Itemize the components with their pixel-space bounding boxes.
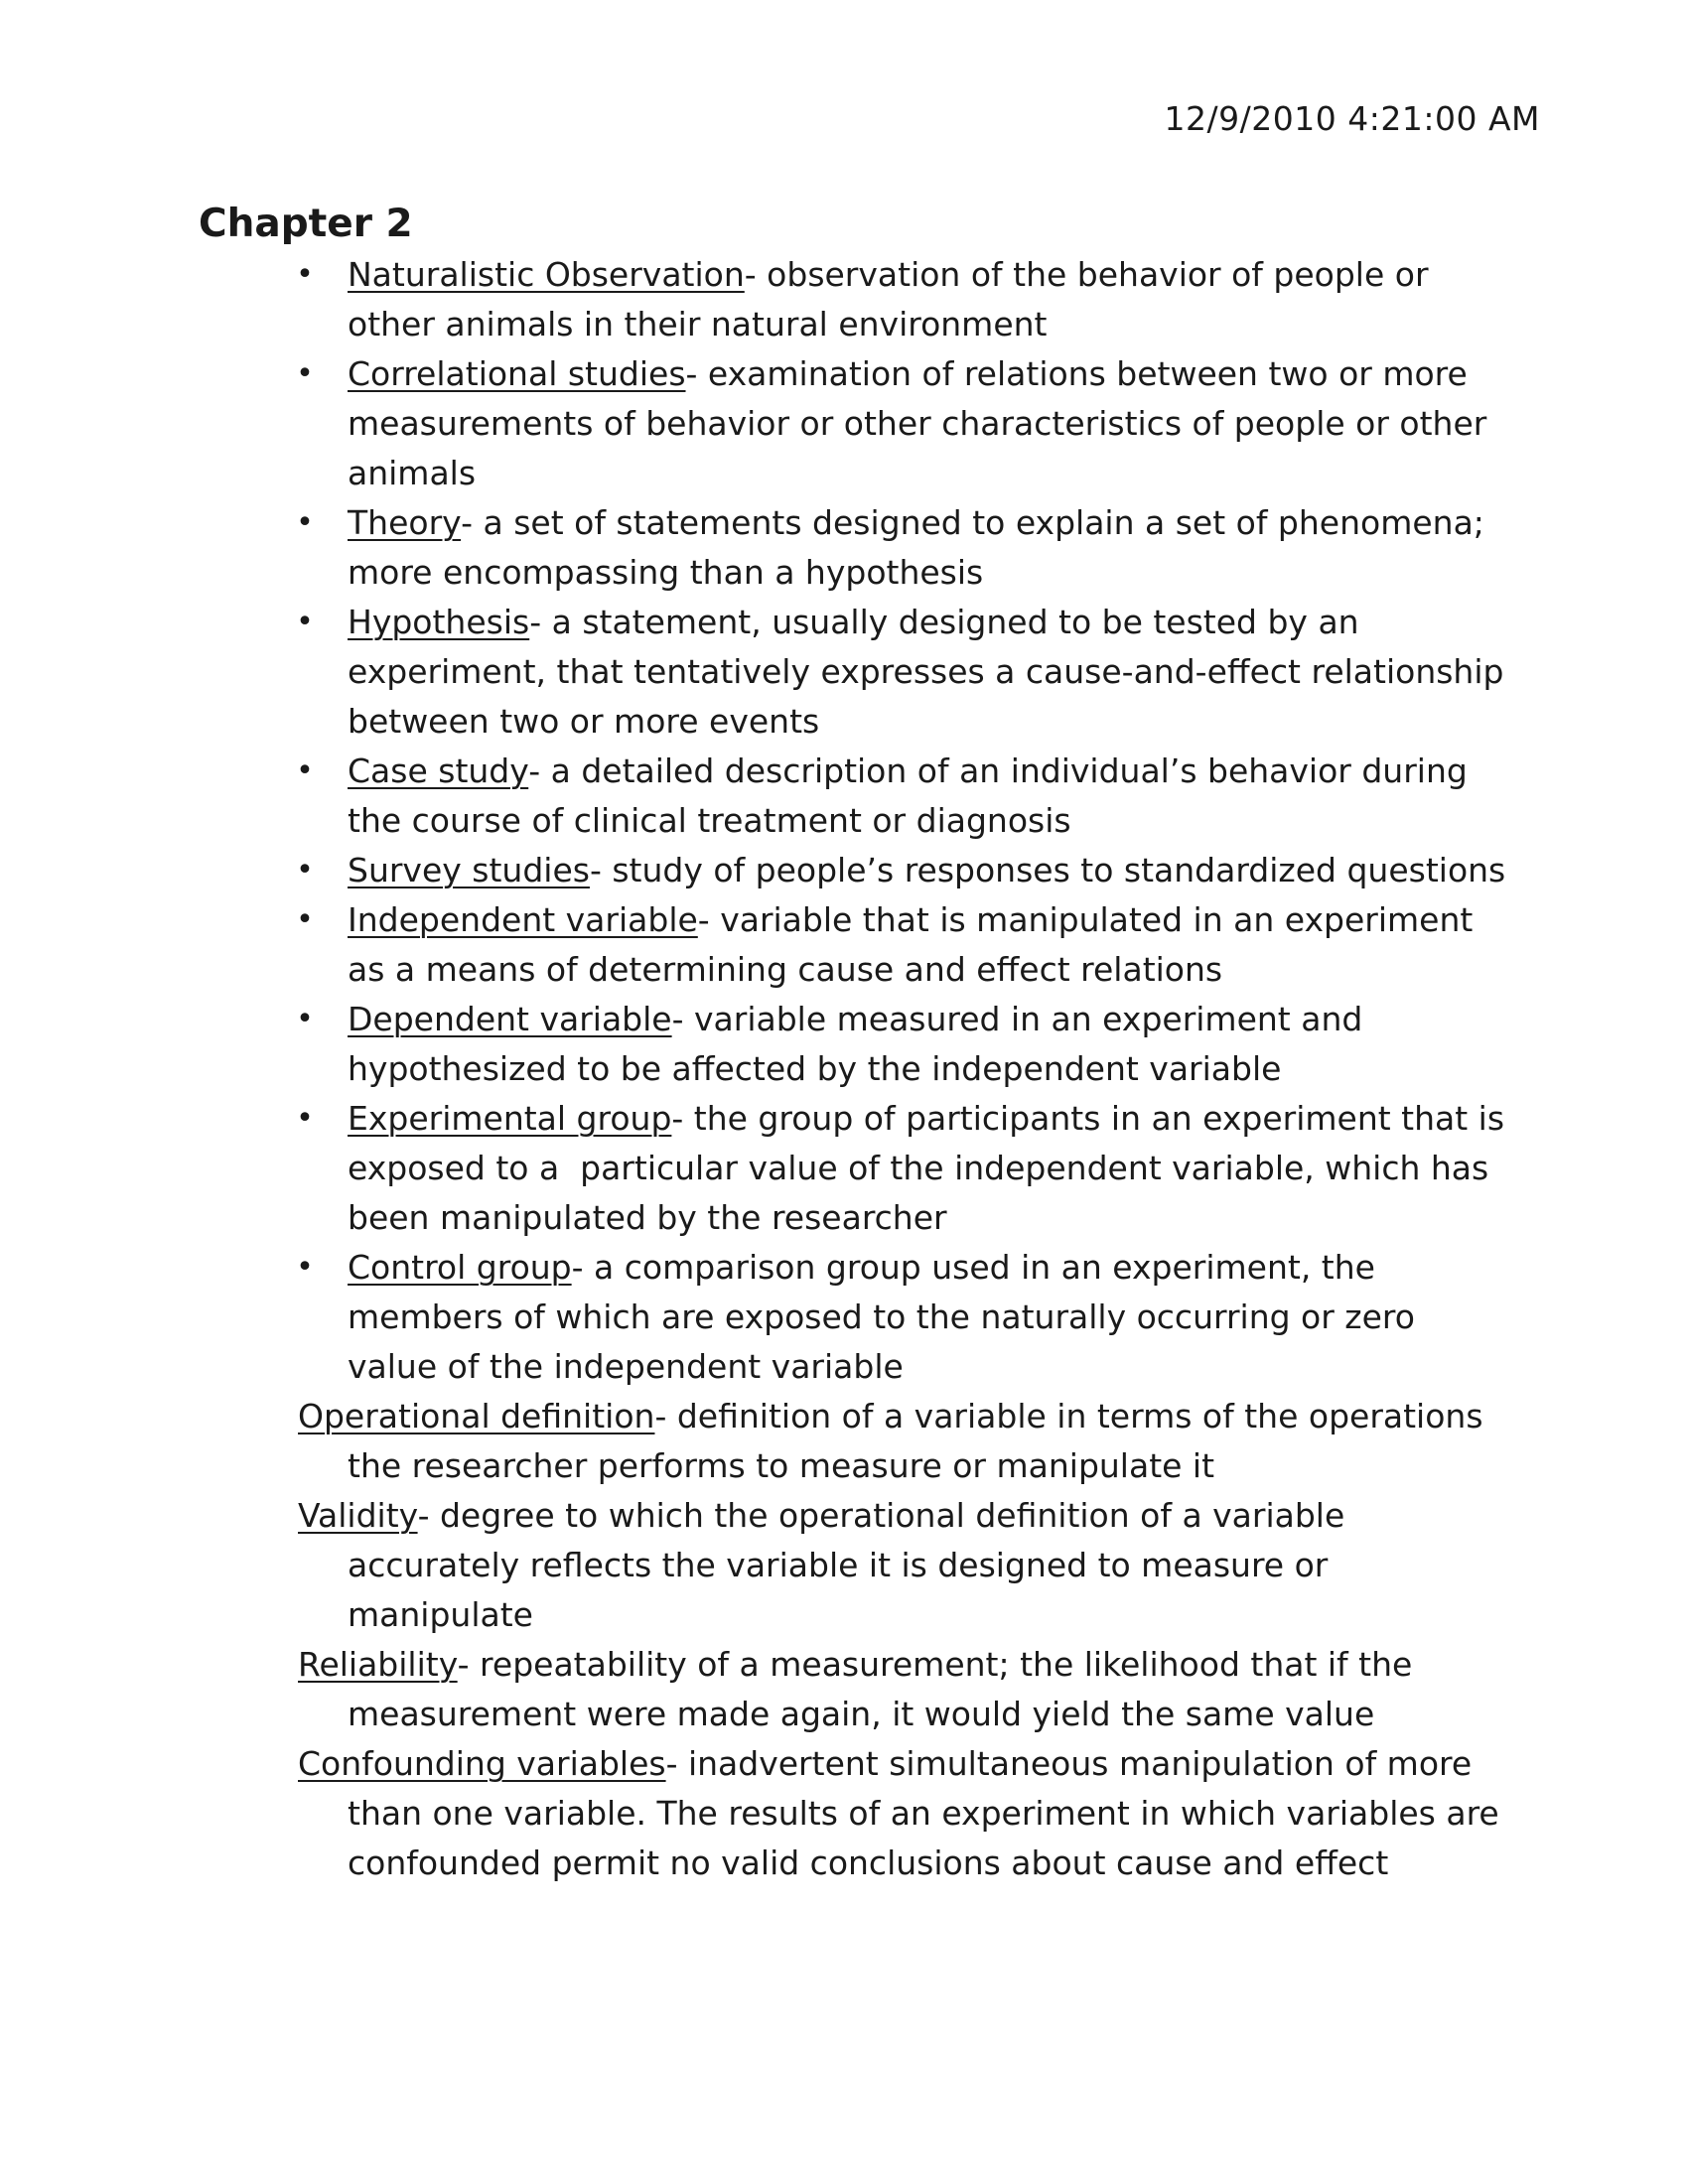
term: Naturalistic Observation <box>348 255 745 294</box>
definition-entry <box>0 1491 1509 1640</box>
chapter-title: Chapter 2 <box>199 202 413 246</box>
bullet-icon: • <box>296 1002 314 1036</box>
term: Reliability <box>298 1645 458 1684</box>
bullet-icon: • <box>296 753 314 788</box>
list-item <box>0 1243 1509 1392</box>
bullet-icon: • <box>296 1250 314 1285</box>
definition: - definition of a variable in terms of the operations the researcher performs to measure or manipulate it <box>348 1397 1483 1485</box>
term: Theory <box>348 503 462 542</box>
bullet-icon: • <box>296 853 314 887</box>
list-item <box>0 498 1509 598</box>
bullet-icon: • <box>296 1101 314 1136</box>
term: Correlational studies <box>348 354 686 393</box>
term: Dependent variable <box>348 1000 672 1038</box>
term: Control group <box>348 1248 572 1287</box>
term: Survey studies <box>348 851 590 889</box>
definition: - examination of relations between two or more measurements of behavior or other characteristics of people or other animals <box>348 354 1487 492</box>
term-definition-list <box>0 1392 1688 1888</box>
definition: - study of people’s responses to standardized questions <box>589 851 1506 889</box>
definition: - observation of the behavior of people or other animals in their natural environment <box>348 255 1429 343</box>
list-item <box>0 250 1509 349</box>
list-item <box>0 846 1509 895</box>
term: Independent variable <box>348 900 698 939</box>
term: Confounding variables <box>298 1744 666 1783</box>
definition-entry <box>0 1739 1509 1888</box>
list-item <box>0 895 1509 995</box>
list-item <box>0 598 1509 747</box>
timestamp: 12/9/2010 4:21:00 AM <box>1164 99 1540 138</box>
definition-entry <box>0 1392 1509 1491</box>
list-item <box>0 1094 1515 1243</box>
document-body <box>0 250 1688 1888</box>
definition: - repeatability of a measurement; the likelihood that if the measurement were made again, it would yield the same value <box>348 1645 1413 1733</box>
definition: - degree to which the operational definition of a variable accurately reflects the variable it is designed to measure or manipulate <box>348 1496 1345 1634</box>
definition: - variable that is manipulated in an experiment as a means of determining cause and effect relations <box>348 900 1474 989</box>
definition-entry <box>0 1640 1509 1739</box>
term: Validity <box>298 1496 418 1535</box>
term: Experimental group <box>348 1099 672 1138</box>
definition: - a detailed description of an individual’s behavior during the course of clinical treatment or diagnosis <box>348 751 1468 840</box>
bullet-icon: • <box>296 257 314 292</box>
bullet-icon: • <box>296 605 314 639</box>
term: Hypothesis <box>348 603 530 641</box>
bullet-icon: • <box>296 505 314 540</box>
bullet-icon: • <box>296 902 314 937</box>
list-item <box>0 349 1509 498</box>
definition: - inadvertent simultaneous manipulation of more than one variable. The results of an experiment in which variables are confounded permit no valid conclusions about cause and effect <box>348 1744 1499 1882</box>
bullet-icon: • <box>296 356 314 391</box>
bulleted-term-list <box>0 250 1688 1392</box>
definition: - variable measured in an experiment and hypothesized to be affected by the independent variable <box>348 1000 1363 1088</box>
term: Case study <box>348 751 529 790</box>
definition: - a statement, usually designed to be tested by an experiment, that tentatively expresses a cause-and-effect relationship between two or more events <box>348 603 1504 741</box>
term: Operational definition <box>298 1397 655 1435</box>
list-item <box>0 747 1509 846</box>
list-item <box>0 995 1509 1094</box>
definition: - the group of participants in an experiment that is exposed to a particular value of the independent variable, which has been manipulated by the researcher <box>348 1099 1515 1237</box>
definition: - a set of statements designed to explain a set of phenomena; more encompassing than a hypothesis <box>348 503 1484 592</box>
definition: - a comparison group used in an experiment, the members of which are exposed to the naturally occurring or zero value of the independent variable <box>348 1248 1415 1386</box>
